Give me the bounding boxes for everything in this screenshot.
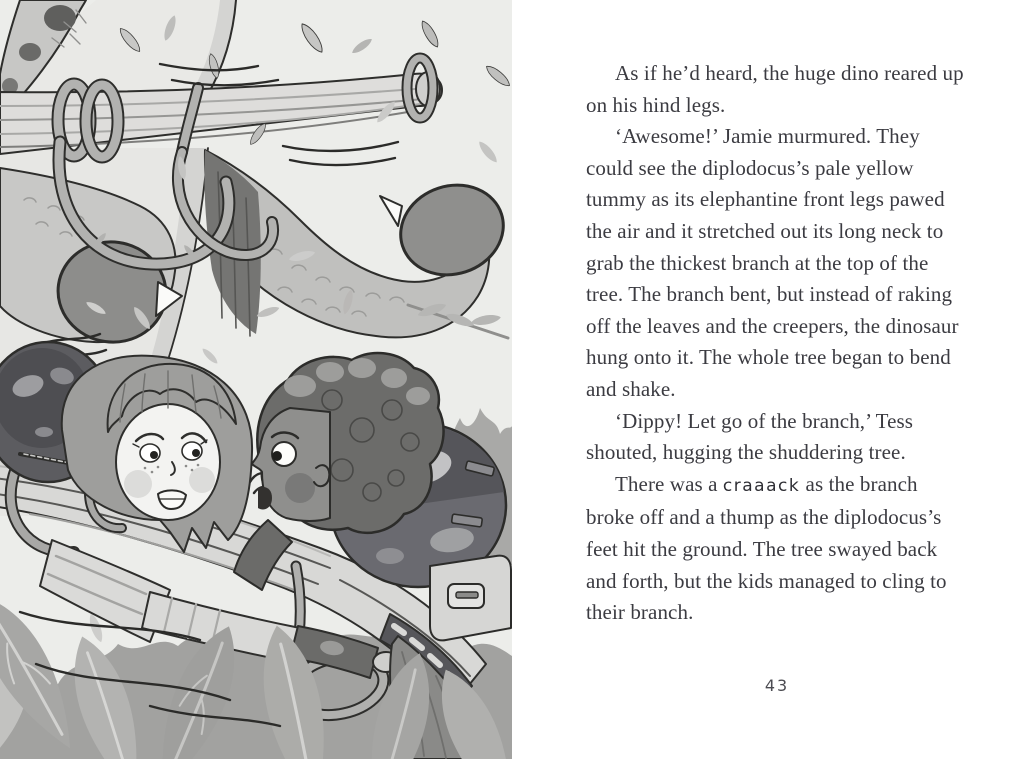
story-text bbox=[586, 58, 968, 629]
story-paragraph bbox=[586, 406, 968, 469]
story-paragraph bbox=[586, 121, 968, 405]
story-text-segment: There was a bbox=[615, 471, 723, 496]
story-text-segment: as the branch broke off and a thump as the diplodocus’s feet hit the ground. The tree swayed back and forth, but the kids managed to cling to their branch. bbox=[586, 471, 947, 625]
story-paragraph bbox=[586, 58, 968, 121]
story-text-segment: As if he’d heard, the huge dino reared up on his hind legs. bbox=[586, 61, 964, 117]
story-paragraph bbox=[586, 469, 968, 629]
story-text-segment: ‘Dippy! Let go of the branch,’ Tess shouted, hugging the shuddering tree. bbox=[586, 408, 914, 465]
story-text-segment: ‘Awesome!’ Jamie murmured. They could see the diplodocus’s pale yellow tummy as its elephantine front legs pawed the air and it stretched out its long neck to grab the thickest branch at the top of the tree. The branch bent, but instead of raking off the leaves and the creepers, the dinosaur hung onto it. The whole tree began to bend and shake. bbox=[586, 124, 959, 401]
text-pane bbox=[586, 58, 968, 629]
sfx-word: craaack bbox=[722, 475, 801, 496]
page-number: 43 bbox=[764, 676, 790, 695]
